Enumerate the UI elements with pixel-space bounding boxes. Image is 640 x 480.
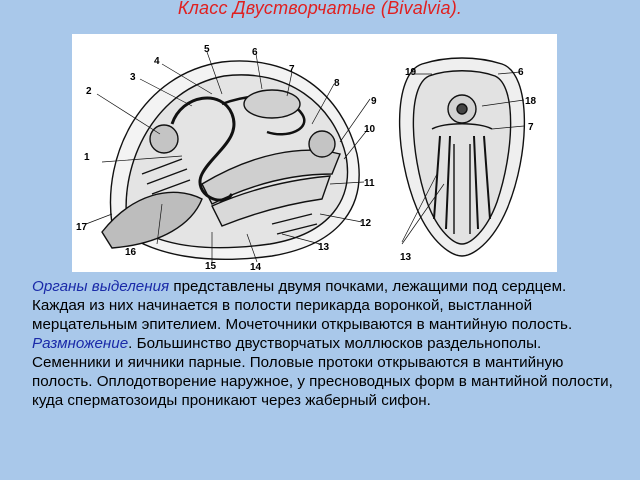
bivalve-cross-section	[400, 58, 525, 256]
figure-label: 18	[525, 96, 537, 107]
figure-label: 5	[204, 44, 210, 55]
figure-label: 13	[318, 242, 330, 253]
figure-label: 12	[360, 218, 372, 229]
figure-label: 2	[86, 86, 92, 97]
figure-label: 1	[84, 152, 90, 163]
figure-label: 7	[289, 64, 295, 75]
figure-label: 6	[518, 67, 524, 78]
paragraph-text: . Большинство двустворчатых моллюсков раздельнополы. Семенники и яичники парные. Половые протоки открываются в мантийную полость. Оплодотворение наружное, у пресноводных форм в мантийной полости, куда сперматозоиды проникают через жаберный сифон.	[32, 335, 613, 409]
bivalve-side-view	[86, 52, 370, 262]
figure-label: 17	[76, 222, 88, 233]
figure-label: 4	[154, 56, 160, 67]
figure-label: 13	[400, 252, 412, 263]
paragraph-reproduction	[32, 334, 618, 410]
bivalve-anatomy-figure	[72, 34, 557, 272]
paragraph-lead: Органы выделения	[32, 278, 170, 295]
paragraph-lead: Размножение	[32, 335, 129, 352]
figure-label: 9	[371, 96, 377, 107]
figure-label: 8	[334, 78, 340, 89]
figure-label: 16	[125, 247, 137, 258]
figure-label: 10	[364, 124, 376, 135]
body-text	[32, 277, 618, 410]
anatomy-drawing	[72, 34, 557, 272]
paragraph-text: представлены двумя почками, лежащими под сердцем. Каждая из них начинается в полости перикарда воронкой, выстланной мерцательным эпителием. Мочеточники открываются в мантийную полость.	[32, 278, 573, 333]
paragraph-excretion	[32, 277, 618, 334]
figure-label: 14	[250, 262, 262, 272]
figure-label: 3	[130, 72, 136, 83]
figure-label: 6	[252, 47, 258, 58]
figure-label: 15	[205, 261, 217, 272]
figure-label: 7	[528, 122, 534, 133]
figure-label: 19	[405, 67, 417, 78]
figure-label: 11	[364, 178, 375, 189]
slide-title: Класс Двустворчатые (Bivalvia).	[177, 0, 463, 18]
